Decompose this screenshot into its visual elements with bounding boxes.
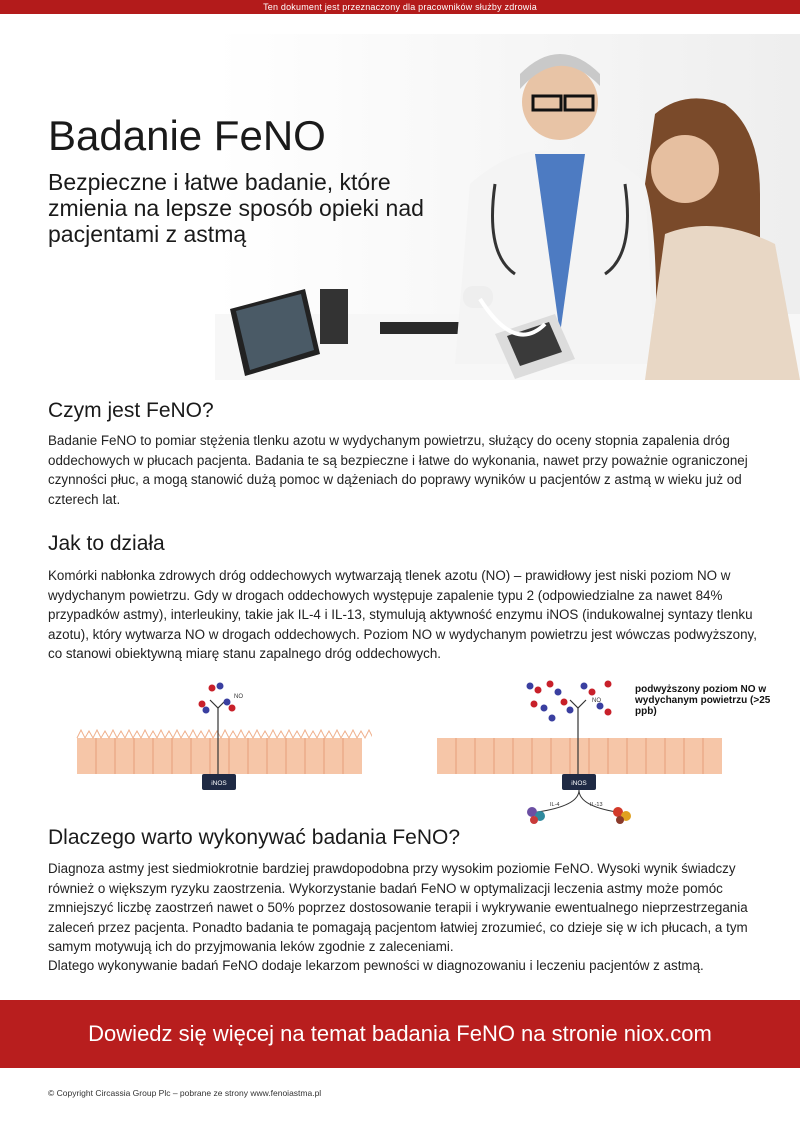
section-heading-why-feno: Dlaczego warto wykonywać badania FeNO? [48, 826, 461, 849]
cta-text: Dowiedz się więcej na temat badania FeNO na stronie niox.com [88, 1021, 712, 1046]
page-subtitle: Bezpieczne i łatwe badanie, które zmienia na lepsze sposób opieki nad pacjentami z astmą [48, 169, 424, 247]
section-heading-what-is-feno: Czym jest FeNO? [48, 399, 214, 422]
section-body-why-feno: Diagnoza astmy jest siedmiokrotnie bardziej prawdopodobna przy wysokim poziomie FeNO. Wysoki wynik świadczy również o większym ryzyku zaostrzenia. Wykorzystanie badań FeNO w optymalizacji leczenia astmy może pomóc zmniejszyć liczbę zaostrzeń nawet o 50% poprzez dostosowanie terapii i wykrywanie ewentualnego nieprzestrzegania zaleceń przez pacjenta. Ponadto badania te pomagają pacjentom łatwiej zrozumieć, co dzieje się w ich płucach, a tym samym motywują ich do przyjmowania leków zgodnie z zaleceniami. [48, 861, 748, 954]
inos-label-elevated: iNOS [571, 780, 587, 787]
epithelium-cells-inflamed [437, 738, 722, 774]
epithelium-cells [77, 730, 372, 774]
section-conclusion-why-feno: Dlatego wykonywanie badań FeNO dodaje lekarzom pewności w diagnozowaniu i leczeniu pacjentów z astmą. [48, 958, 704, 973]
il13-label: IL-13 [590, 802, 603, 808]
top-banner: Ten dokument jest przeznaczony dla pracowników służby zdrowia [0, 0, 800, 14]
il4-label: IL-4 [550, 802, 560, 808]
diagram-normal-airway [72, 678, 372, 828]
no-molecules [199, 683, 236, 714]
il4-molecule [527, 807, 545, 824]
inos-label: iNOS [211, 780, 227, 787]
no-label-elevated: NO [592, 698, 601, 704]
no-label: NO [234, 694, 243, 700]
section-body-what-is-feno: Badanie FeNO to pomiar stężenia tlenku azotu w wydychanym powietrzu, służący do oceny stopnia zapalenia dróg oddechowych w płucach pacjenta. Badania te są bezpieczne i łatwe do wykonania, nawet przy poważnie ograniczonej czynności płuc, a mogą stanowić dużą pomoc w dążeniach do poprawy wyników u pacjentów z astmą w wieku już od czterech lat. [48, 433, 748, 507]
il13-molecule [613, 807, 631, 824]
hero [0, 14, 800, 380]
section-body-how-it-works: Komórki nabłonka zdrowych dróg oddechowych wytwarzają tlenek azotu (NO) – prawidłowy jest niski poziom NO w wydychanym powietrzu. Gdy w drogach oddechowych występuje zapalenie typu 2 (odpowiedzialne za nawet 84% przypadków astmy), interleukiny, takie jak IL-4 i IL-13, stymulują aktywność enzymu iNOS (indukowalnej syntazy tlenku azotu), który wytwarza NO w drogach oddechowych. Poziom NO w wydychanym powietrzu jest wówczas podwyższony, co stanowi obiektywną miarę stanu zapalnego dróg oddechowych. [48, 568, 757, 661]
copyright-footer: © Copyright Circassia Group Plc – pobrane ze strony www.fenoiastma.pl [48, 1088, 322, 1098]
elevated-no-label: podwyższony poziom NO w wydychanym powietrzu (>25 ppb) [635, 684, 771, 717]
page-title: Badanie FeNO [48, 112, 326, 159]
section-heading-how-it-works: Jak to działa [48, 532, 165, 555]
